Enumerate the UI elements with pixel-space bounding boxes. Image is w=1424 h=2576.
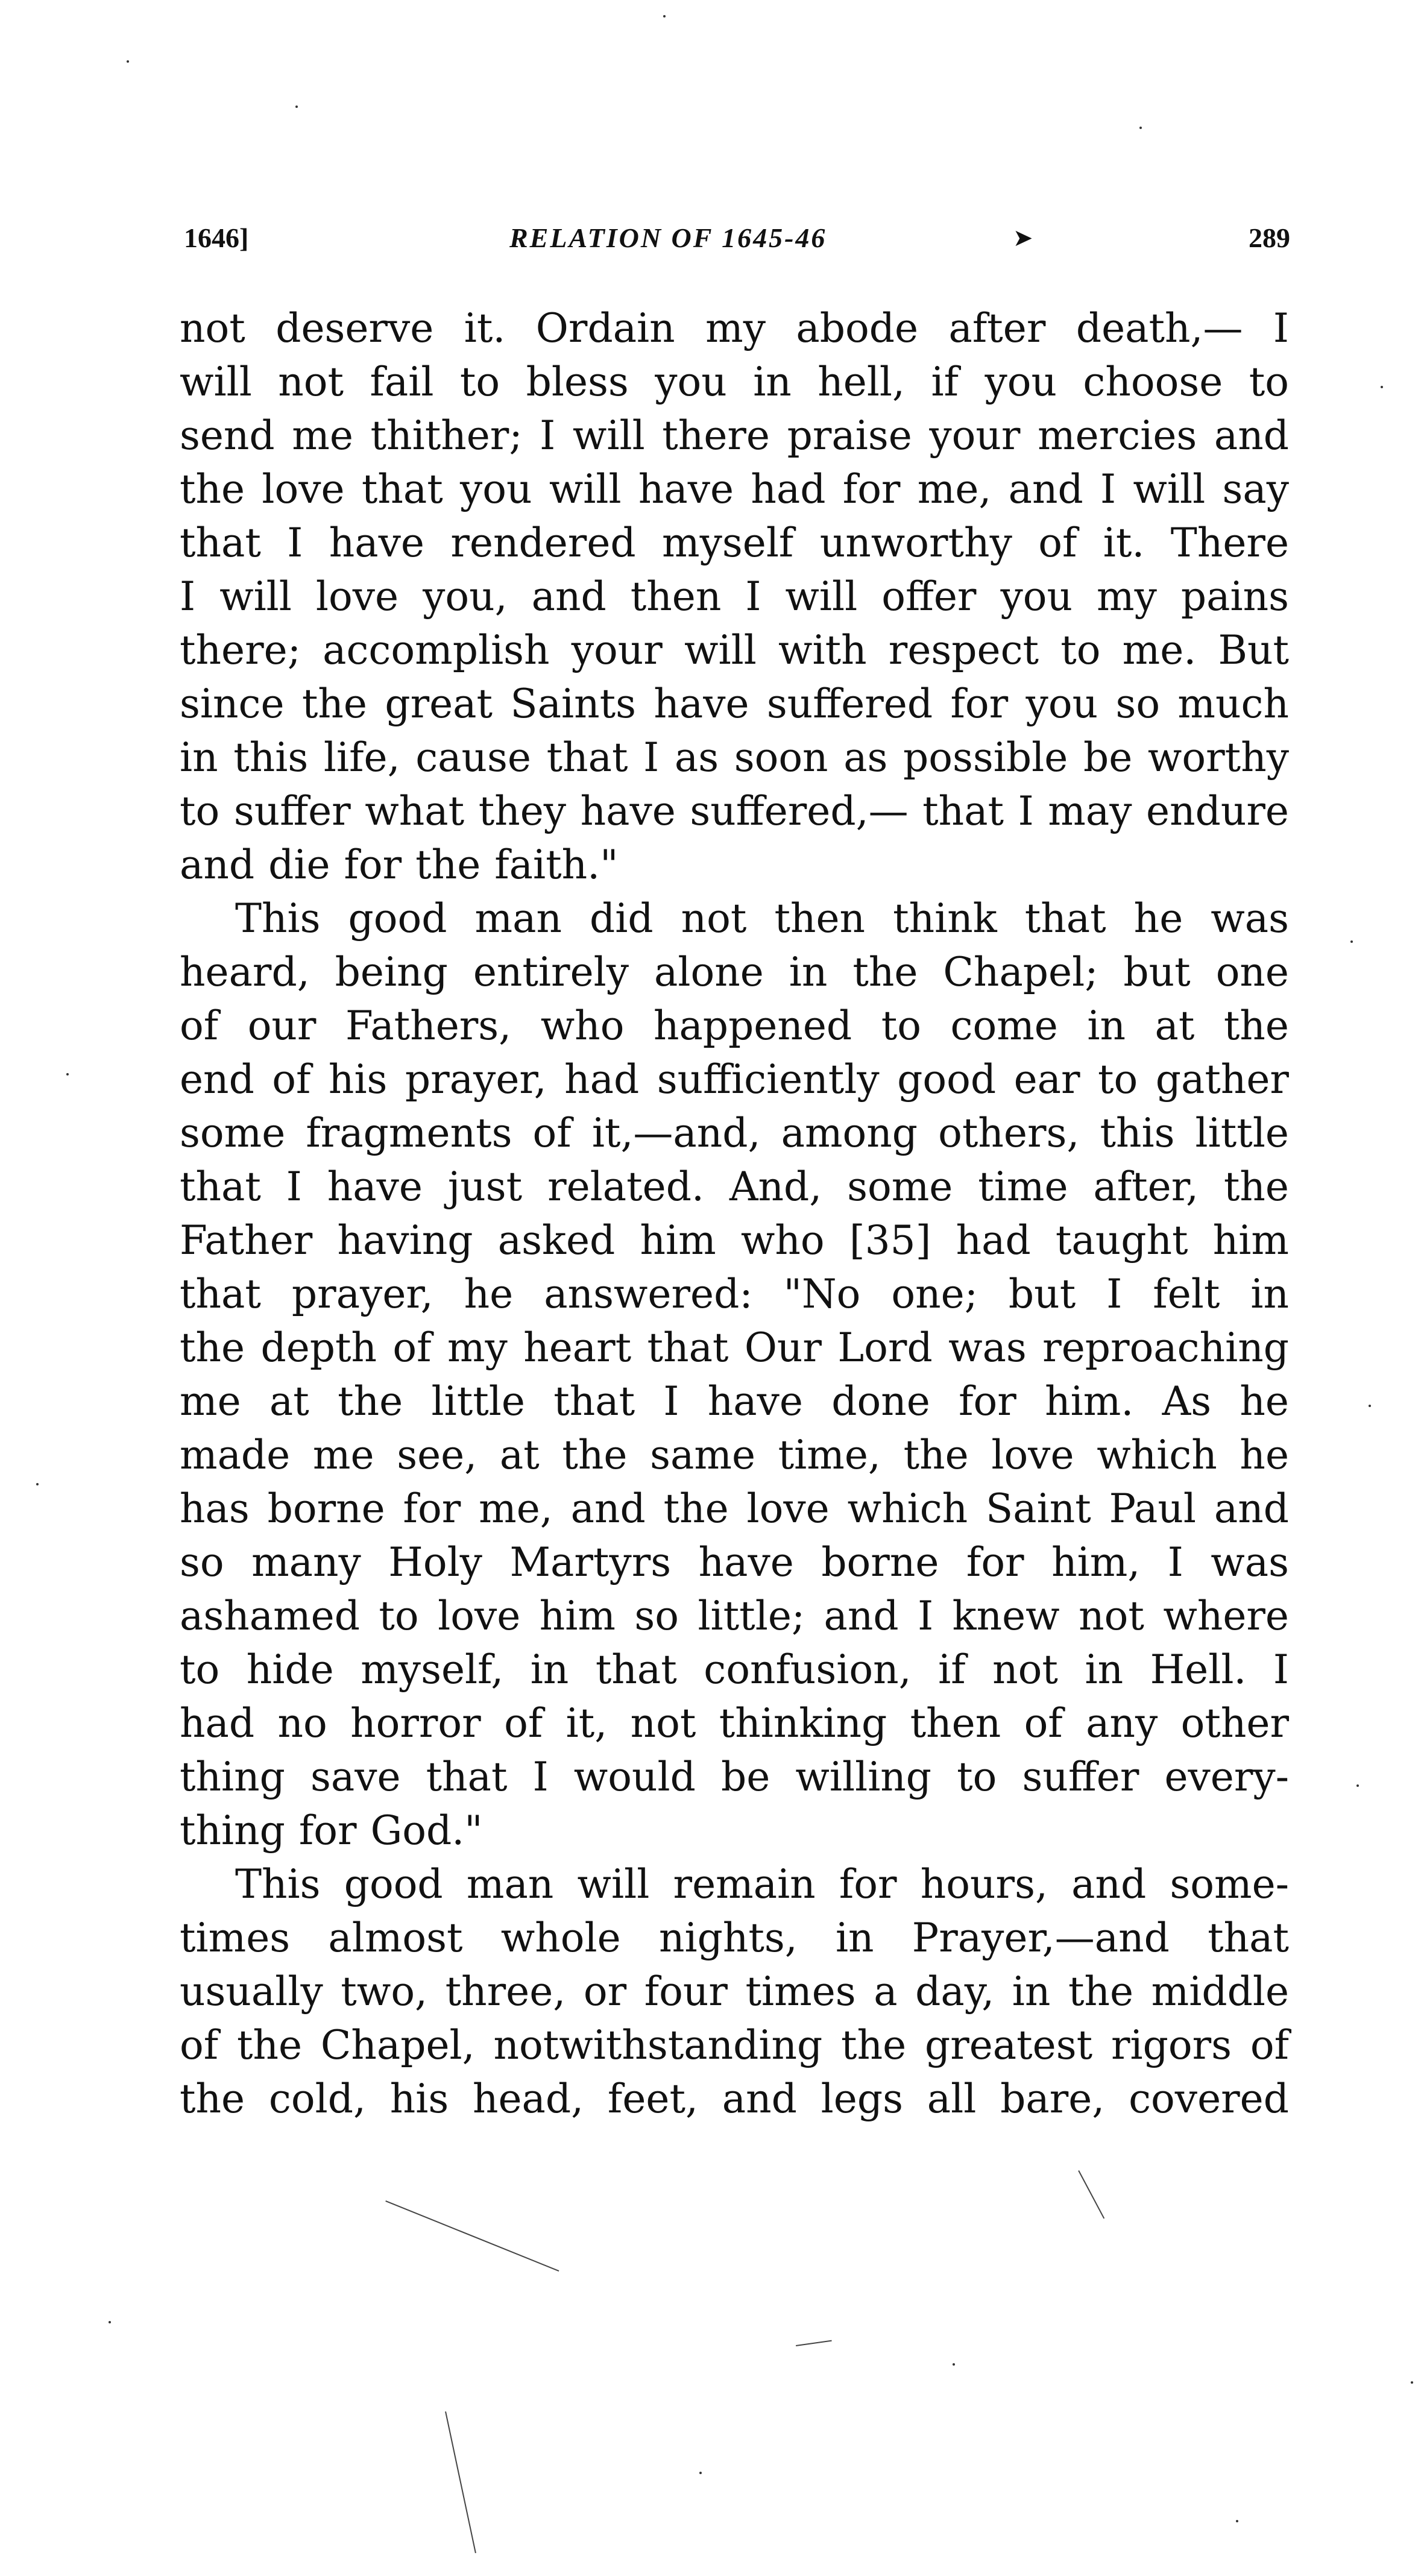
text-line: has borne for me, and the love which Saint Paul and <box>180 1485 1289 1532</box>
scan-speck <box>36 1483 39 1485</box>
text-line: that I have just related. And, some time after, the <box>180 1164 1289 1210</box>
text-line: in this life, cause that I as soon as possible be worthy <box>180 734 1289 781</box>
text-line: of our Fathers, who happened to come in at the <box>180 1003 1289 1049</box>
text-line: times almost whole nights, in Prayer,—and that <box>180 1915 1289 1961</box>
text-line: some fragments of it,—and, among others, this little <box>180 1110 1289 1156</box>
text-line: thing save that I would be willing to suffer every- <box>180 1754 1289 1800</box>
text-line: since the great Saints have suffered for you so much <box>180 681 1289 727</box>
scan-speck <box>1236 2520 1238 2522</box>
text-line: This good man did not then think that he was <box>235 895 1289 942</box>
text-line: not deserve it. Ordain my abode after death,— I <box>180 305 1289 351</box>
text-line: so many Holy Martyrs have borne for him, I was <box>180 1539 1289 1586</box>
text-line: of the Chapel, notwithstanding the greatest rigors of <box>180 2022 1289 2068</box>
text-line: to suffer what they have suffered,— that I may endure <box>180 788 1289 834</box>
text-line: me at the little that I have done for him. As he <box>180 1378 1289 1425</box>
text-line: that I have rendered myself unworthy of it. There <box>180 520 1289 566</box>
scan-speck <box>1139 127 1142 129</box>
text-line: This good man will remain for hours, and some- <box>235 1861 1289 1907</box>
scan-speck <box>295 105 298 108</box>
text-line: send me thither; I will there praise your mercies and <box>180 412 1289 459</box>
scan-speck <box>66 1073 69 1075</box>
text-line: usually two, three, or four times a day, in the middle <box>180 1968 1289 2015</box>
text-line: heard, being entirely alone in the Chapel; but one <box>180 949 1289 995</box>
header-year: 1646] <box>184 222 249 253</box>
text-line: the depth of my heart that Our Lord was reproaching <box>180 1324 1289 1371</box>
text-line: will not fail to bless you in hell, if you choose to <box>180 359 1289 405</box>
scan-speck <box>109 2321 111 2323</box>
body-text <box>180 301 1289 2126</box>
running-head <box>184 217 1290 259</box>
scan-speck <box>127 60 129 63</box>
text-line: to hide myself, in that confusion, if not in Hell. I <box>180 1646 1289 1693</box>
scan-speck <box>699 2472 702 2474</box>
text-line: the cold, his head, feet, and legs all bare, covered <box>180 2076 1289 2122</box>
text-line: there; accomplish your will with respect to me. But <box>180 627 1289 673</box>
text-line: end of his prayer, had sufficiently good ear to gather <box>180 1056 1289 1103</box>
text-line: ashamed to love him so little; and I knew not where <box>180 1593 1289 1639</box>
text-line: and die for the faith." <box>180 842 619 888</box>
scan-speck <box>1381 386 1383 388</box>
page-number: 289 <box>1249 222 1290 253</box>
scan-speck <box>1356 1784 1359 1787</box>
scan-speck <box>1350 940 1353 943</box>
scan-stray-line <box>1078 2170 1104 2219</box>
scan-stray-line <box>445 2411 476 2553</box>
text-line: Father having asked him who [35] had taught him <box>180 1217 1289 1264</box>
header-ornament-icon: ➤ <box>1013 224 1033 251</box>
scan-speck <box>663 15 666 17</box>
text-line: I will love you, and then I will offer you my pains <box>180 573 1289 620</box>
header-title: RELATION OF 1645-46 <box>509 222 827 253</box>
text-line: the love that you will have had for me, and I will say <box>180 466 1289 512</box>
scan-speck <box>953 2363 955 2366</box>
scan-stray-line <box>796 2340 832 2346</box>
text-line: had no horror of it, not thinking then of any other <box>180 1700 1289 1746</box>
text-line: that prayer, he answered: "No one; but I felt in <box>180 1271 1289 1317</box>
scan-stray-line <box>385 2200 559 2272</box>
text-line: made me see, at the same time, the love which he <box>180 1432 1289 1478</box>
scan-speck <box>1369 1405 1371 1407</box>
scan-speck <box>1411 2381 1413 2384</box>
text-line: thing for God." <box>180 1807 483 1854</box>
